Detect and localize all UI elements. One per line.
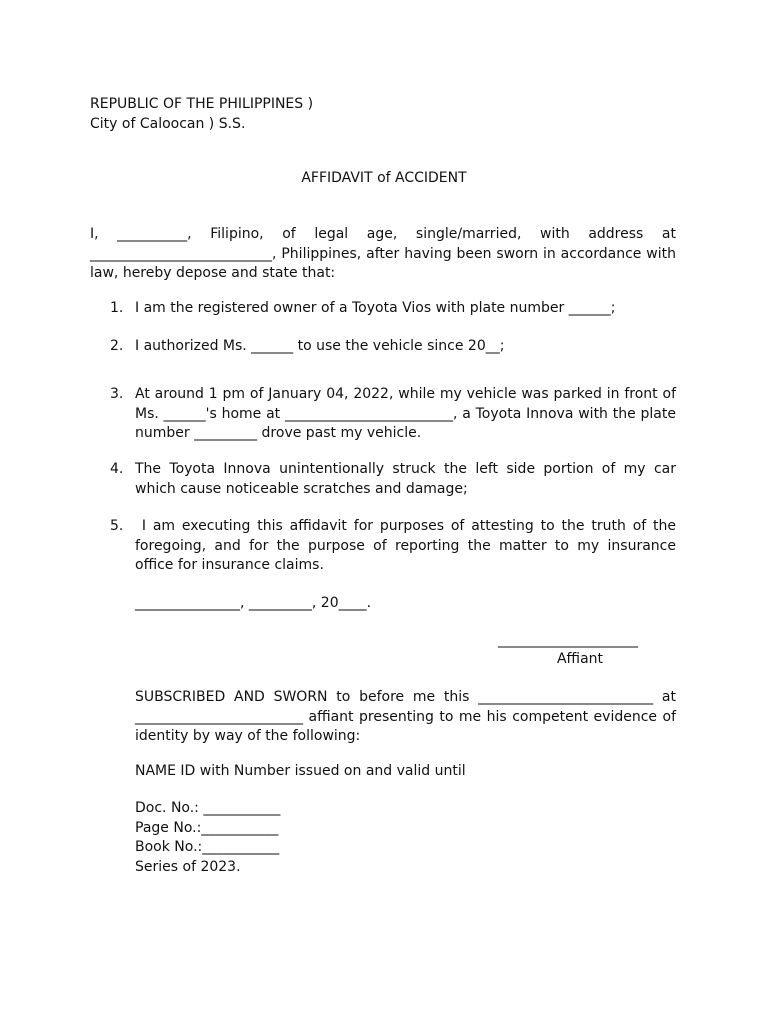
doc-number: Doc. No.: ___________: [135, 800, 281, 816]
caption-city: City of Caloocan ) S.S.: [90, 115, 246, 132]
page-number: Page No.:___________: [135, 819, 279, 836]
name-id-line: NAME ID with Number issued on and valid until: [135, 763, 466, 779]
series-year: Series of 2023.: [135, 858, 241, 875]
list-item: [110, 517, 681, 576]
signature-line: ____________________: [498, 632, 638, 648]
item-text: I authorized Ms. ______ to use the vehicle since 20__;: [135, 338, 505, 354]
date-line: _______________, _________, 20____.: [135, 595, 372, 611]
book-number: Book No.:___________: [135, 839, 280, 855]
item-number: 5.: [110, 518, 124, 534]
item-text: At around 1 pm of January 04, 2022, while my vehicle was parked in front of Ms. ______'s home at ________________________, a Toyota Innova with the plate number _________ drove past my vehicle.: [135, 386, 676, 441]
affiant-label: Affiant: [556, 651, 604, 667]
document-title: AFFIDAVIT of ACCIDENT: [301, 170, 467, 186]
venue-caption: [90, 95, 313, 134]
item-number: 4.: [110, 461, 124, 477]
item-number: 3.: [110, 386, 124, 402]
jurat-paragraph: SUBSCRIBED AND SWORN to before me this _________________________ at ________________________ affiant presenting to me his competent evidence of identity by way of the following:: [135, 689, 676, 744]
item-text: I am executing this affidavit for purposes of attesting to the truth of the foregoing, and for the purpose of reporting the matter to my insurance office for insurance claims.: [135, 518, 681, 573]
notary-details: [135, 799, 280, 877]
item-number: 2.: [110, 338, 124, 354]
intro-paragraph: I, __________, Filipino, of legal age, single/married, with address at __________________________, Philippines, after having been sworn in accordance with law, hereby depose and state that:: [90, 226, 676, 281]
list-item: [110, 337, 676, 357]
item-number: 1.: [110, 300, 124, 316]
list-item: [110, 299, 676, 319]
caption-republic: REPUBLIC OF THE PHILIPPINES ): [90, 96, 314, 112]
list-item: [110, 460, 676, 499]
item-text: I am the registered owner of a Toyota Vios with plate number ______;: [135, 300, 616, 316]
item-text: The Toyota Innova unintentionally struck the left side portion of my car which cause noticeable scratches and damage;: [135, 461, 676, 497]
list-item: [110, 385, 676, 444]
